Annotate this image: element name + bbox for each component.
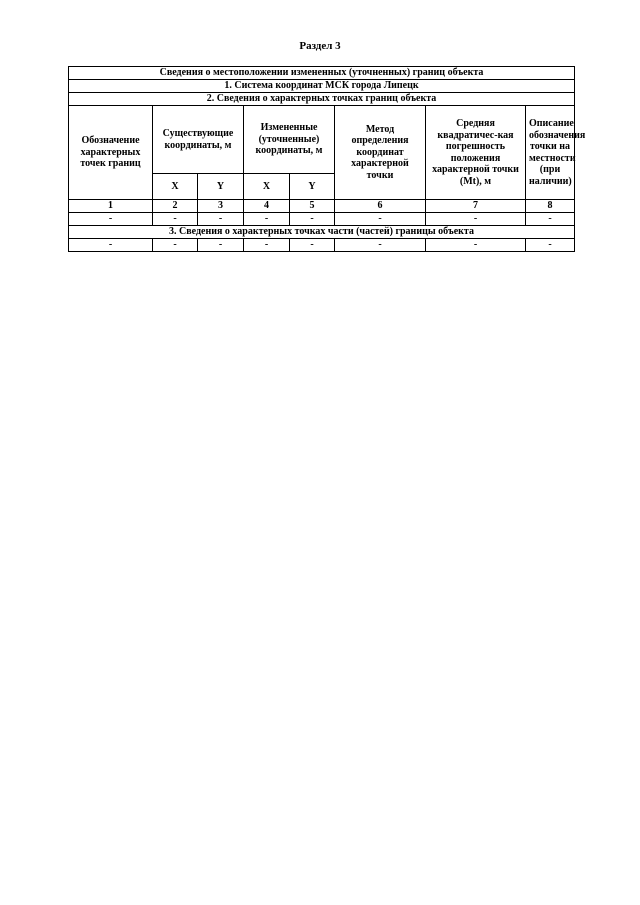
column-numbers-row <box>69 200 575 213</box>
points-info-heading: 2. Сведения о характерных точках границ объекта <box>69 93 575 106</box>
boundary-points-table <box>68 66 586 252</box>
column-number: 3 <box>198 200 244 213</box>
table-cell: - <box>335 239 426 252</box>
header-x-existing: X <box>153 174 198 200</box>
table-cell: - <box>526 213 575 226</box>
header-row <box>69 106 575 174</box>
table-row <box>69 239 575 252</box>
table-cell: - <box>426 239 526 252</box>
table-cell: - <box>69 213 153 226</box>
header-changed-coordinates: Измененные (уточненные) координаты, м <box>244 106 335 174</box>
table-cell: - <box>426 213 526 226</box>
table-cell: - <box>198 213 244 226</box>
column-number: 2 <box>153 200 198 213</box>
table-cell: - <box>69 239 153 252</box>
coordinate-system-row <box>69 80 575 93</box>
table-row <box>69 213 575 226</box>
table-cell: - <box>244 239 290 252</box>
header-description: Описание обозначения точки на местности (при наличии) <box>526 106 575 200</box>
header-y-changed: Y <box>290 174 335 200</box>
table-title: Сведения о местоположении измененных (уточненных) границ объекта <box>69 67 575 80</box>
column-number: 5 <box>290 200 335 213</box>
table-cell: - <box>198 239 244 252</box>
header-existing-coordinates: Существующие координаты, м <box>153 106 244 174</box>
table-cell: - <box>290 213 335 226</box>
header-method: Метод определения координат характерной точки <box>335 106 426 200</box>
header-y-existing: Y <box>198 174 244 200</box>
column-number: 1 <box>69 200 153 213</box>
table-title-row <box>69 67 575 80</box>
column-number: 8 <box>526 200 575 213</box>
column-number: 4 <box>244 200 290 213</box>
table-cell: - <box>335 213 426 226</box>
points-info-row <box>69 93 575 106</box>
table-cell: - <box>290 239 335 252</box>
header-error: Средняя квадратичес-кая погрешность положения характерной точки (Mt), м <box>426 106 526 200</box>
header-x-changed: X <box>244 174 290 200</box>
table-cell: - <box>153 239 198 252</box>
section-title: Раздел 3 <box>299 40 341 52</box>
table-cell: - <box>526 239 575 252</box>
column-number: 6 <box>335 200 426 213</box>
header-designation: Обозначение характерных точек границ <box>69 106 153 200</box>
table-cell: - <box>153 213 198 226</box>
part-points-heading: 3. Сведения о характерных точках части (частей) границы объекта <box>69 226 575 239</box>
coordinate-system: 1. Система координат МСК города Липецк <box>69 80 575 93</box>
column-number: 7 <box>426 200 526 213</box>
table-cell: - <box>244 213 290 226</box>
part-points-row <box>69 226 575 239</box>
